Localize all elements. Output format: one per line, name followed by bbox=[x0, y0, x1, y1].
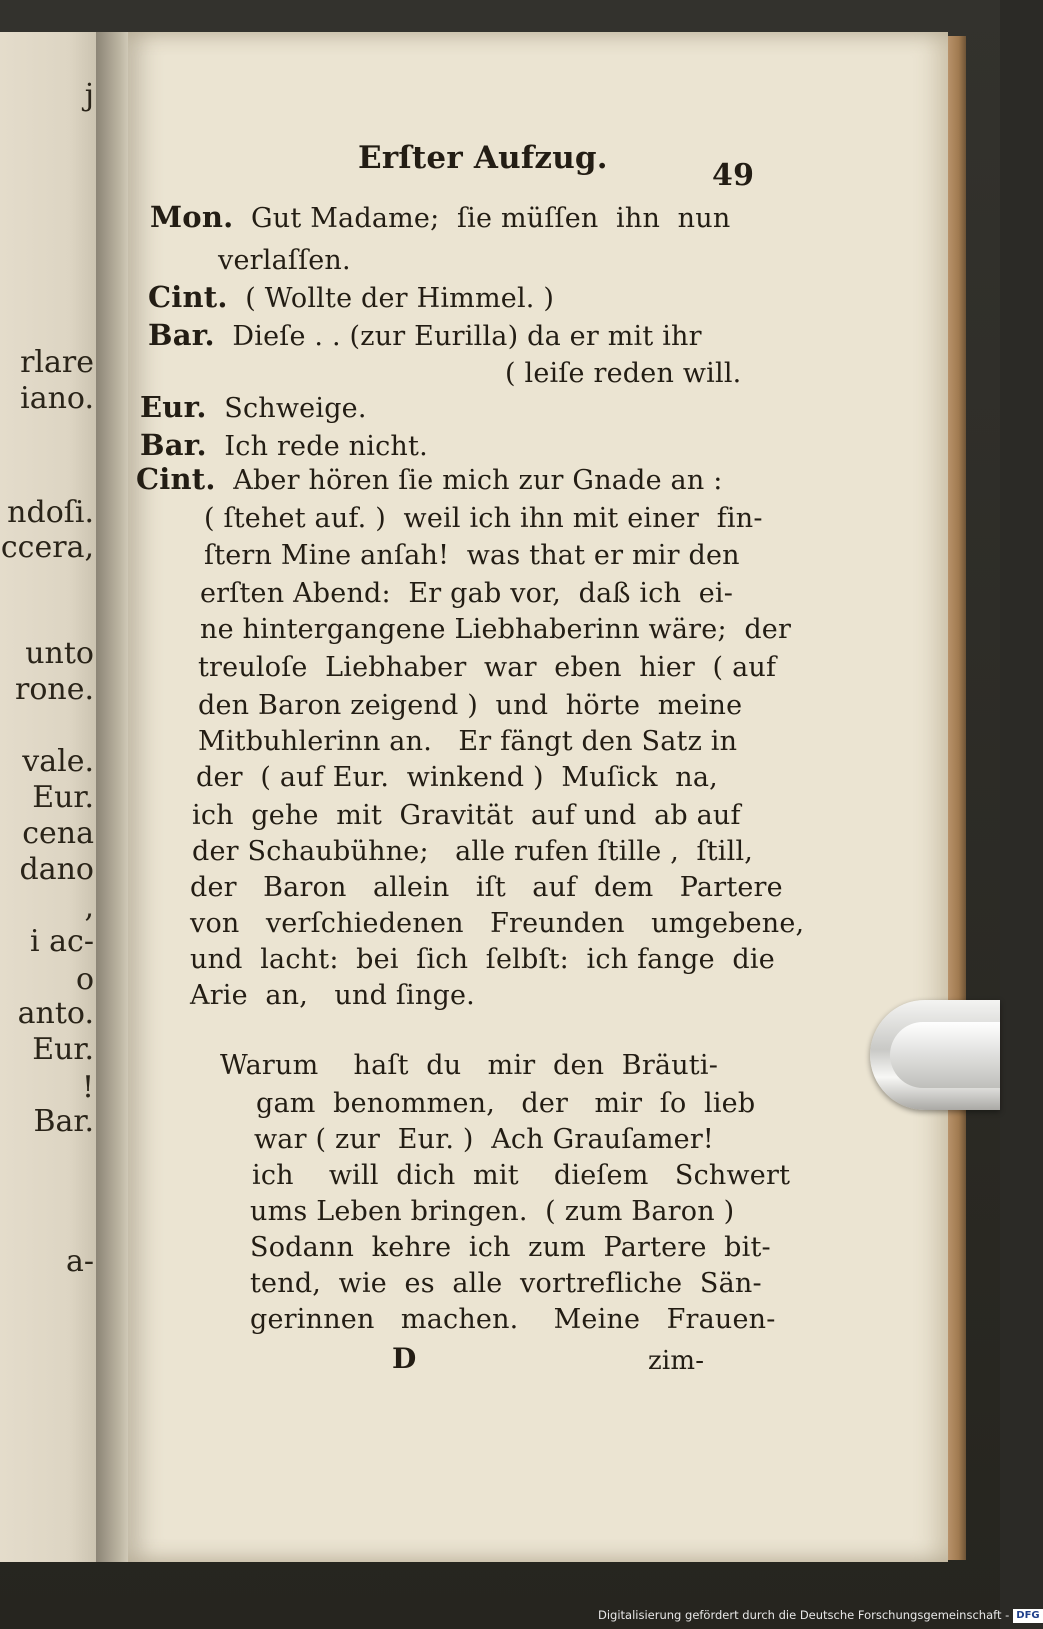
catchword: zim- bbox=[648, 1346, 705, 1376]
text-line bbox=[190, 944, 775, 975]
line-text: ich will dich mit dieſem Schwert bbox=[252, 1160, 791, 1191]
text-line bbox=[204, 503, 763, 534]
line-text: ( Wollte der Himmel. ) bbox=[227, 283, 555, 314]
text-line bbox=[256, 1088, 755, 1119]
text-line bbox=[150, 200, 730, 234]
left-page-fragment: rlare bbox=[20, 345, 94, 380]
page-clip bbox=[870, 1000, 1000, 1110]
text-line bbox=[190, 872, 783, 903]
left-page-fragment: j bbox=[84, 78, 94, 113]
line-text: Dieſe . . (zur Eurilla) da er mit ihr bbox=[214, 321, 702, 352]
line-text: gerinnen machen. Meine Frauen- bbox=[250, 1304, 776, 1335]
left-page-fragment: ccera, bbox=[0, 530, 94, 565]
left-page-fragment: cena bbox=[22, 816, 94, 851]
line-text: Sodann kehre ich zum Partere bit- bbox=[250, 1232, 771, 1263]
line-text: Ich rede nicht. bbox=[206, 431, 428, 462]
text-line bbox=[200, 578, 733, 609]
text-line bbox=[198, 690, 742, 721]
line-text: Gut Madame; ſie müſſen ihn nun bbox=[233, 203, 731, 234]
left-page-fragment: ndoſi. bbox=[7, 495, 94, 530]
line-text: der Baron allein iſt auf dem Partere bbox=[190, 872, 783, 903]
text-line bbox=[250, 1268, 762, 1299]
text-line bbox=[148, 318, 702, 352]
page-number: 49 bbox=[712, 158, 755, 193]
text-line bbox=[198, 652, 776, 683]
line-text: Aber hören ſie mich zur Gnade an : bbox=[215, 465, 723, 496]
left-page-fragment: dano bbox=[19, 852, 94, 887]
line-text: ne hintergangene Liebhaberinn wäre; der bbox=[200, 614, 792, 645]
line-text: der ( auf Eur. winkend ) Muſick na, bbox=[196, 762, 718, 793]
line-text: ( leiſe reden will. bbox=[505, 358, 742, 389]
text-line bbox=[192, 836, 753, 867]
line-text: ( ſtehet auf. ) weil ich ihn mit einer fin- bbox=[204, 503, 763, 534]
dfg-logo: DFG bbox=[1013, 1609, 1042, 1623]
text-line bbox=[192, 800, 741, 831]
left-page-fragment: a- bbox=[65, 1244, 94, 1279]
line-text: treuloſe Liebhaber war eben hier ( auf bbox=[198, 652, 777, 683]
line-text: ſtern Mine anſah! was that er mir den bbox=[204, 540, 740, 571]
line-text: der Schaubühne; alle rufen ſtille , ſtill, bbox=[192, 836, 754, 867]
line-text: Mitbuhlerinn an. Er fängt den Satz in bbox=[198, 726, 738, 757]
left-page-fragment: iano. bbox=[20, 381, 94, 416]
line-text: ich gehe mit Gravität auf und ab auf bbox=[192, 800, 741, 831]
text-line bbox=[505, 358, 741, 389]
line-text: gam benommen, der mir ſo lieb bbox=[256, 1088, 756, 1119]
speaker-name: Bar. bbox=[148, 318, 215, 352]
left-page-fragment: , bbox=[84, 890, 94, 925]
line-text: Arie an, und ſinge. bbox=[190, 980, 475, 1011]
line-text: verlaſſen. bbox=[218, 245, 351, 276]
speaker-name: Mon. bbox=[150, 200, 234, 234]
text-line bbox=[250, 1196, 734, 1227]
text-line bbox=[196, 762, 718, 793]
text-line bbox=[254, 1124, 714, 1155]
text-line bbox=[220, 1050, 718, 1081]
left-page-fragment: vale. bbox=[22, 744, 94, 779]
speaker-name: Eur. bbox=[140, 390, 207, 424]
footer-credit bbox=[598, 1605, 1040, 1625]
line-text: ums Leben bringen. ( zum Baron ) bbox=[250, 1196, 735, 1227]
left-page-fragment: Eur. bbox=[32, 1032, 94, 1067]
speaker-name: Cint. bbox=[136, 462, 216, 496]
text-line bbox=[204, 540, 740, 571]
line-text: Warum haſt du mir den Bräuti- bbox=[220, 1050, 719, 1081]
left-page-fragment: o bbox=[75, 962, 94, 997]
speaker-name: Cint. bbox=[148, 280, 228, 314]
line-text: war ( zur Eur. ) Ach Grauſamer! bbox=[254, 1124, 714, 1155]
left-page-fragment: unto bbox=[25, 636, 94, 671]
line-text: von verſchiedenen Freunden umgebene, bbox=[190, 908, 805, 939]
text-line bbox=[136, 462, 723, 496]
text-line bbox=[190, 980, 475, 1011]
left-page-fragment: ! bbox=[81, 1070, 94, 1105]
left-page-fragment: Eur. bbox=[32, 780, 94, 815]
line-text: und lacht: bei ſich ſelbſt: ich fange die bbox=[190, 944, 775, 975]
text-line bbox=[200, 614, 791, 645]
line-text: tend, wie es alle vortrefliche Sän- bbox=[250, 1268, 762, 1299]
left-page-edge bbox=[0, 32, 100, 1562]
text-line bbox=[140, 390, 367, 424]
line-text: Schweige. bbox=[206, 393, 367, 424]
speaker-name: Bar. bbox=[140, 428, 207, 462]
text-line bbox=[250, 1304, 776, 1335]
left-page-fragment: anto. bbox=[17, 996, 94, 1031]
line-text: erſten Abend: Er gab vor, daß ich ei- bbox=[200, 578, 734, 609]
left-page-fragment: i ac- bbox=[30, 924, 94, 959]
left-page-fragment: Bar. bbox=[33, 1104, 94, 1139]
line-text: den Baron zeigend ) und hörte meine bbox=[198, 690, 743, 721]
text-line bbox=[198, 726, 737, 757]
text-line bbox=[250, 1232, 771, 1263]
text-line bbox=[218, 245, 351, 276]
text-line bbox=[148, 280, 554, 314]
running-title: Erſter Aufzug. bbox=[358, 140, 608, 176]
left-page-fragment: rone. bbox=[14, 672, 94, 707]
signature-mark: D bbox=[392, 1342, 417, 1375]
page-edge bbox=[948, 36, 966, 1560]
footer-text: Digitalisierung gefördert durch die Deutsche Forschungsgemeinschaft - bbox=[598, 1608, 1010, 1622]
text-line bbox=[252, 1160, 790, 1191]
text-line bbox=[140, 428, 428, 462]
text-line bbox=[190, 908, 804, 939]
